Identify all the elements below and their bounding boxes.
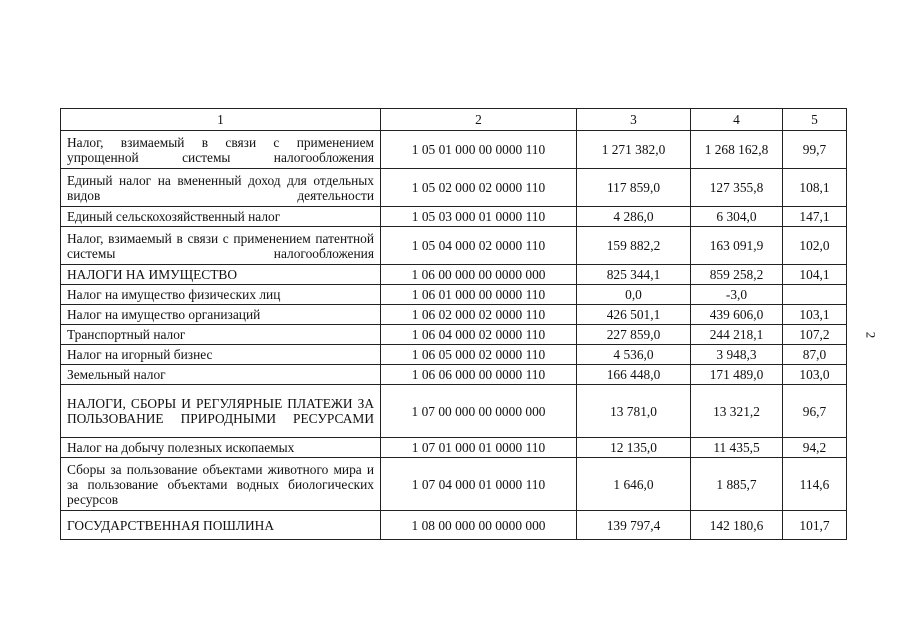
row-name: Единый налог на вмененный доход для отдельных видов деятельности	[61, 169, 381, 207]
table-row	[61, 131, 847, 169]
row-value-4: 244 218,1	[691, 325, 783, 345]
column-header-2: 2	[381, 109, 577, 131]
table-row	[61, 305, 847, 325]
row-code: 1 05 02 000 02 0000 110	[381, 169, 577, 207]
row-name: Налог на имущество физических лиц	[61, 285, 381, 305]
row-name: Налог, взимаемый в связи с применением упрощенной системы налогообложения	[61, 131, 381, 169]
row-value-4: 127 355,8	[691, 169, 783, 207]
table-row	[61, 458, 847, 511]
table-row	[61, 227, 847, 265]
table-row	[61, 169, 847, 207]
row-code: 1 06 04 000 02 0000 110	[381, 325, 577, 345]
row-code: 1 07 01 000 01 0000 110	[381, 438, 577, 458]
row-value-4: 859 258,2	[691, 265, 783, 285]
row-name: Единый сельскохозяйственный налог	[61, 207, 381, 227]
row-value-3: 227 859,0	[577, 325, 691, 345]
column-header-3: 3	[577, 109, 691, 131]
table-row	[61, 438, 847, 458]
row-value-5: 103,0	[783, 365, 847, 385]
row-value-3: 4 286,0	[577, 207, 691, 227]
row-value-5: 147,1	[783, 207, 847, 227]
row-name: ГОСУДАРСТВЕННАЯ ПОШЛИНА	[61, 511, 381, 540]
revenue-table	[60, 108, 847, 540]
row-code: 1 08 00 000 00 0000 000	[381, 511, 577, 540]
row-value-3: 159 882,2	[577, 227, 691, 265]
row-name: НАЛОГИ НА ИМУЩЕСТВО	[61, 265, 381, 285]
row-value-3: 426 501,1	[577, 305, 691, 325]
row-value-5: 104,1	[783, 265, 847, 285]
table-row	[61, 265, 847, 285]
row-code: 1 06 02 000 02 0000 110	[381, 305, 577, 325]
row-code: 1 06 05 000 02 0000 110	[381, 345, 577, 365]
row-name: Земельный налог	[61, 365, 381, 385]
row-value-4: 439 606,0	[691, 305, 783, 325]
row-value-3: 825 344,1	[577, 265, 691, 285]
row-value-5: 114,6	[783, 458, 847, 511]
row-value-5	[783, 285, 847, 305]
row-value-5: 99,7	[783, 131, 847, 169]
row-name: Налог, взимаемый в связи с применением патентной системы налогообложения	[61, 227, 381, 265]
row-value-3: 13 781,0	[577, 385, 691, 438]
row-value-4: 6 304,0	[691, 207, 783, 227]
table-row	[61, 325, 847, 345]
row-name: Налог на добычу полезных ископаемых	[61, 438, 381, 458]
page-number: 2	[863, 331, 879, 339]
table-row	[61, 207, 847, 227]
row-value-3: 1 271 382,0	[577, 131, 691, 169]
row-value-3: 166 448,0	[577, 365, 691, 385]
row-name: Налог на игорный бизнес	[61, 345, 381, 365]
row-code: 1 06 00 000 00 0000 000	[381, 265, 577, 285]
row-name: Сборы за пользование объектами животного мира и за пользование объектами водных биологических ресурсов	[61, 458, 381, 511]
table-header-row	[61, 109, 847, 131]
row-name: Налог на имущество организаций	[61, 305, 381, 325]
row-value-5: 101,7	[783, 511, 847, 540]
row-value-4: 171 489,0	[691, 365, 783, 385]
row-value-5: 96,7	[783, 385, 847, 438]
column-header-1: 1	[61, 109, 381, 131]
row-code: 1 07 04 000 01 0000 110	[381, 458, 577, 511]
row-value-3: 12 135,0	[577, 438, 691, 458]
row-value-4: 3 948,3	[691, 345, 783, 365]
row-value-4: 163 091,9	[691, 227, 783, 265]
row-name: Транспортный налог	[61, 325, 381, 345]
row-value-4: 1 268 162,8	[691, 131, 783, 169]
row-value-4: 11 435,5	[691, 438, 783, 458]
row-value-3: 139 797,4	[577, 511, 691, 540]
row-value-3: 117 859,0	[577, 169, 691, 207]
row-name: НАЛОГИ, СБОРЫ И РЕГУЛЯРНЫЕ ПЛАТЕЖИ ЗА ПОЛЬЗОВАНИЕ ПРИРОДНЫМИ РЕСУРСАМИ	[61, 385, 381, 438]
column-header-4: 4	[691, 109, 783, 131]
row-code: 1 06 01 000 00 0000 110	[381, 285, 577, 305]
row-code: 1 07 00 000 00 0000 000	[381, 385, 577, 438]
row-value-5: 108,1	[783, 169, 847, 207]
table-row	[61, 285, 847, 305]
row-value-4: 13 321,2	[691, 385, 783, 438]
row-value-3: 4 536,0	[577, 345, 691, 365]
row-value-5: 107,2	[783, 325, 847, 345]
row-code: 1 06 06 000 00 0000 110	[381, 365, 577, 385]
table-row	[61, 385, 847, 438]
row-value-5: 103,1	[783, 305, 847, 325]
table-row	[61, 345, 847, 365]
row-value-4: 142 180,6	[691, 511, 783, 540]
row-code: 1 05 03 000 01 0000 110	[381, 207, 577, 227]
row-value-3: 1 646,0	[577, 458, 691, 511]
row-value-5: 87,0	[783, 345, 847, 365]
row-code: 1 05 01 000 00 0000 110	[381, 131, 577, 169]
table-row	[61, 365, 847, 385]
row-value-3: 0,0	[577, 285, 691, 305]
column-header-5: 5	[783, 109, 847, 131]
row-value-4: -3,0	[691, 285, 783, 305]
row-value-5: 102,0	[783, 227, 847, 265]
row-value-5: 94,2	[783, 438, 847, 458]
table-row	[61, 511, 847, 540]
row-code: 1 05 04 000 02 0000 110	[381, 227, 577, 265]
row-value-4: 1 885,7	[691, 458, 783, 511]
